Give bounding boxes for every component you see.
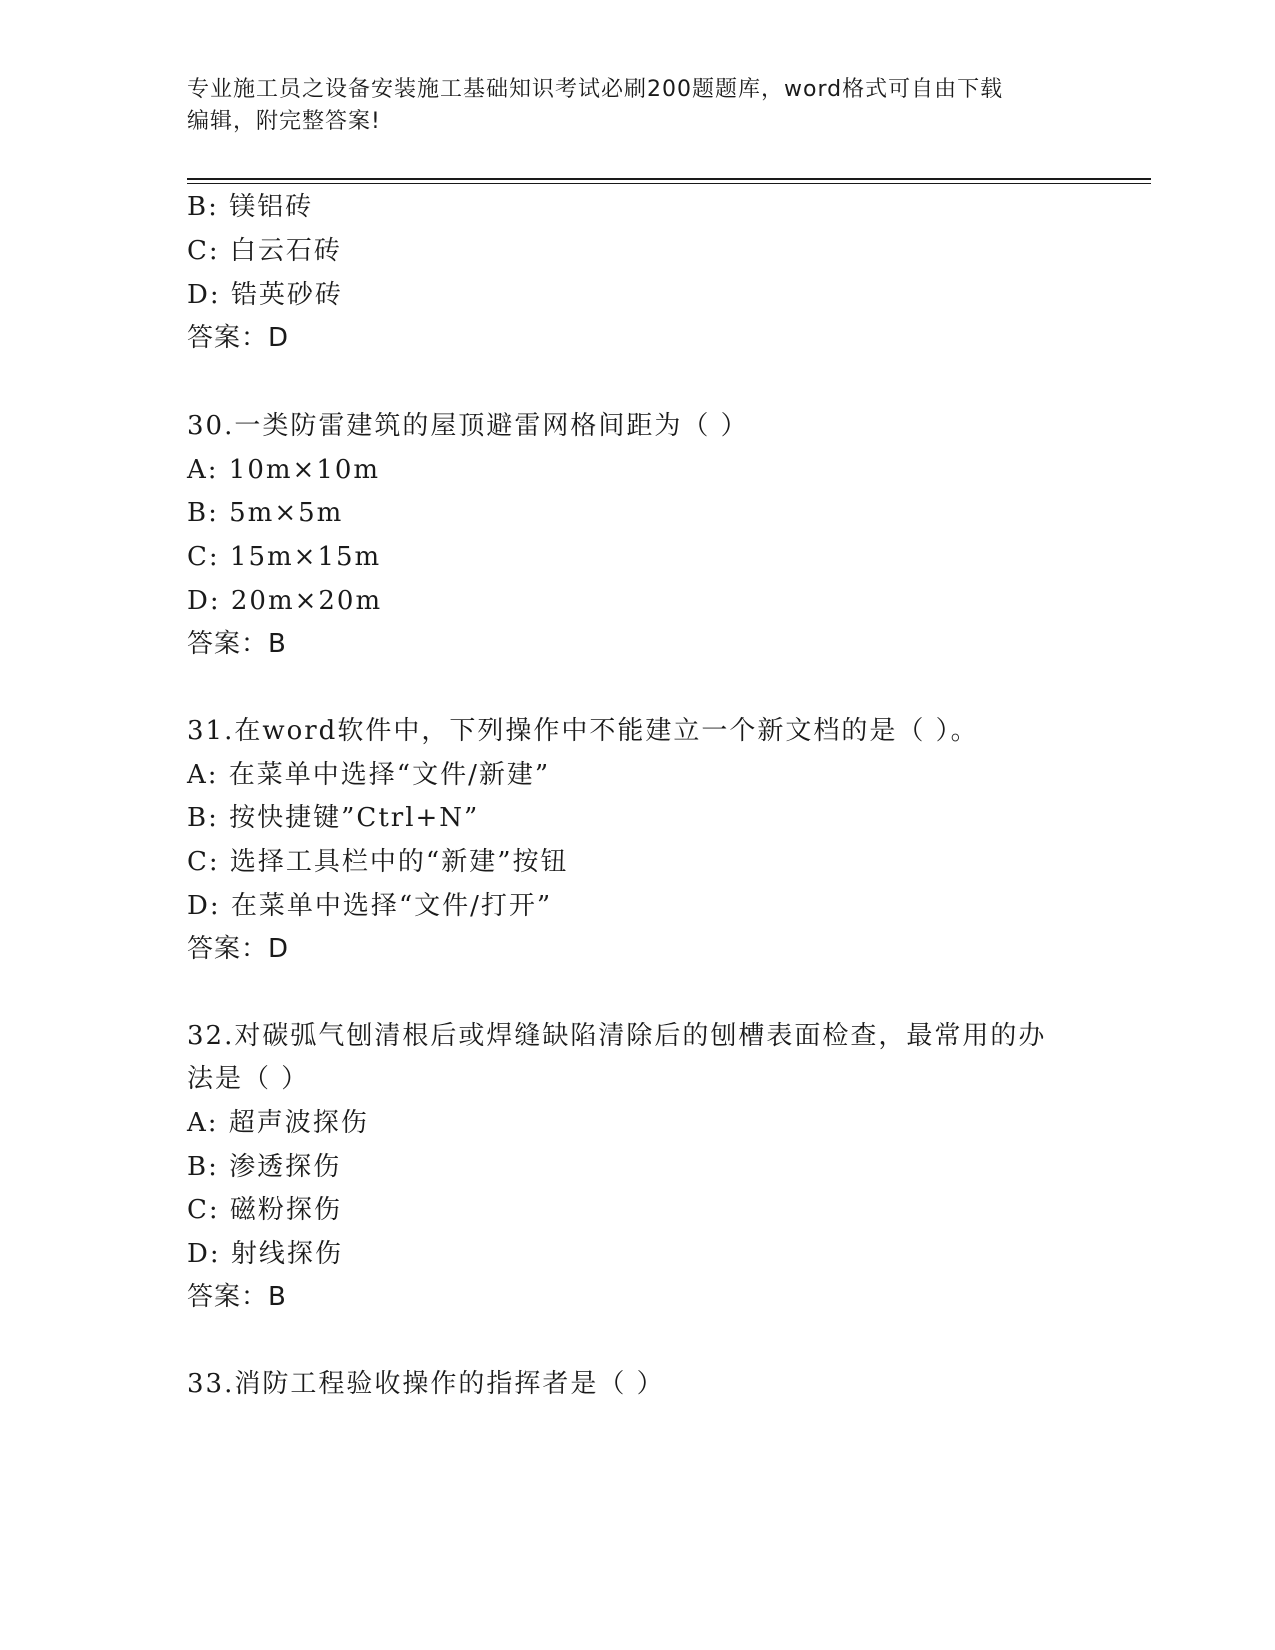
q30-option-c: C: 15m×15m: [187, 542, 382, 572]
q29-option-d: D: 锆英砂砖: [187, 280, 343, 310]
q32-stem-line-1: 32.对碳弧气刨清根后或焊缝缺陷清除后的刨槽表面检查，最常用的办: [187, 1021, 1047, 1051]
q30-option-a: A: 10m×10m: [187, 455, 381, 485]
q30-answer: 答案：B: [187, 629, 287, 659]
header-rule-thin: [187, 183, 1151, 184]
q29-option-b: B: 镁铝砖: [187, 192, 314, 222]
q32-option-d: D: 射线探伤: [187, 1239, 343, 1269]
q31-option-a: A: 在菜单中选择“文件/新建”: [187, 760, 551, 790]
q31-stem: 31.在word软件中，下列操作中不能建立一个新文档的是（ ）。: [187, 716, 979, 746]
q32-option-a: A: 超声波探伤: [187, 1108, 369, 1138]
q31-answer: 答案：D: [187, 934, 290, 964]
q31-option-b: B: 按快捷键”Ctrl+N”: [187, 803, 480, 833]
header-title-line-1: 专业施工员之设备安装施工基础知识考试必刷200题题库，word格式可自由下载: [187, 77, 1004, 102]
q29-answer: 答案：D: [187, 323, 290, 353]
q31-option-d: D: 在菜单中选择“文件/打开”: [187, 891, 553, 921]
q32-stem-line-2: 法是（ ）: [187, 1064, 310, 1094]
document-header: [187, 74, 1067, 138]
q32-option-b: B: 渗透探伤: [187, 1152, 342, 1182]
q31-option-c: C: 选择工具栏中的“新建”按钮: [187, 847, 569, 877]
q30-stem: 30.一类防雷建筑的屋顶避雷网格间距为（ ）: [187, 411, 749, 441]
q29-option-c: C: 白云石砖: [187, 236, 342, 266]
q30-option-d: D: 20m×20m: [187, 586, 383, 616]
q30-option-b: B: 5m×5m: [187, 498, 344, 528]
q32-answer: 答案：B: [187, 1282, 287, 1312]
q33-stem: 33.消防工程验收操作的指挥者是（ ）: [187, 1369, 665, 1399]
header-title-line-2: 编辑，附完整答案!: [187, 109, 381, 134]
q32-option-c: C: 磁粉探伤: [187, 1195, 342, 1225]
header-rule-thick: [187, 178, 1151, 180]
